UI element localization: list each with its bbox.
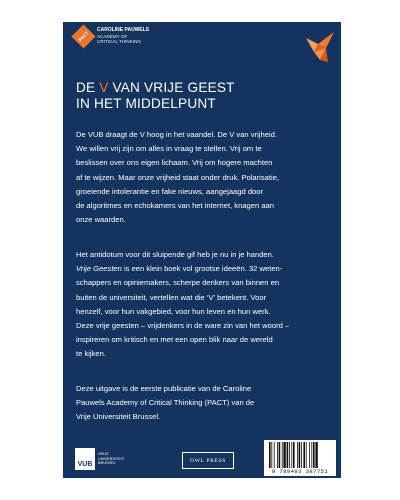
barcode-bar: [271, 442, 272, 468]
pact-line-3: CRITICAL THINKING: [97, 39, 141, 45]
text-line: buiten de universiteit, vertellen wat die ‘V’ betekent. Voor: [76, 292, 267, 302]
vub-name-1: VRIJE: [98, 452, 109, 457]
barcode-bars: [269, 442, 331, 468]
barcode-bar: [311, 442, 312, 468]
barcode-bar: [293, 442, 295, 468]
barcode-bar: [315, 442, 317, 468]
paragraph-antidote: [76, 248, 338, 362]
barcode-bar: [299, 442, 301, 468]
isbn-digits: 9 789493 387751: [271, 468, 329, 475]
barcode-bar: [313, 442, 315, 468]
barcode-bar: [297, 442, 298, 468]
headline-line-1: [76, 80, 235, 95]
text-line: schappers en opiniemakers, scherpe denkers van binnen en: [76, 278, 280, 288]
isbn-barcode: [264, 440, 336, 476]
text-line: is een klein boek vol grootse ideeën. 32 weten-: [121, 264, 283, 274]
vub-name-2: UNIVERSITEIT: [98, 456, 125, 461]
headline: [76, 80, 235, 112]
pact-badge-text: PACT: [77, 30, 90, 43]
barcode-bar: [289, 442, 290, 468]
text-line: Deze uitgave is de eerste publicatie van de Caroline: [76, 384, 252, 393]
vub-name-3: BRUSSEL: [98, 461, 116, 466]
headline-prefix: DE: [76, 80, 100, 95]
barcode-bar: [306, 442, 307, 468]
paragraph-publication: [76, 382, 338, 425]
text-line: Vrije Universiteit Brussel.: [76, 412, 161, 422]
pact-line-2: ACADEMY OF: [97, 33, 128, 39]
text-line: af te wijzen. Maar onze vrijheid staat onder druk. Polarisatie,: [76, 172, 280, 182]
text-line: Deze vrije geesten – vrijdenkers in de ware zin van het woord –: [76, 321, 290, 331]
pact-logo-text: [97, 28, 149, 44]
text-line: Pauwels Academy of Critical Thinking (PACT) van de: [76, 398, 255, 408]
text-line: De VUB draagt de V hoog in het vaandel. De V van vrijheid.: [76, 130, 277, 139]
barcode-bar: [283, 442, 285, 468]
book-back-cover: [63, 22, 341, 478]
text-line: henzelf, voor hun vakgebied, voor hun leven en hun werk.: [76, 306, 271, 316]
headline-line-2: IN HET MIDDELPUNT: [76, 96, 216, 111]
text-line: te kijken.: [76, 349, 106, 359]
vub-name: [98, 452, 124, 465]
text-line: onze waarden.: [76, 215, 126, 225]
text-line: de algoritmes en echokamers van het internet, knagen aan: [76, 201, 274, 211]
barcode-bar: [269, 442, 271, 468]
owl-press-logo: [182, 452, 234, 469]
publisher-name: OWL PRESS: [190, 457, 226, 464]
barcode-bar: [279, 442, 281, 468]
vub-mark: [75, 448, 95, 470]
text-line: Het antidotum voor dit sluipende gif heb je nu in je handen.: [76, 250, 274, 259]
barcode-bar: [303, 442, 305, 468]
text-line: We willen vrij zijn om alles in vraag te stellen. Vrij om te: [76, 144, 262, 154]
barcode-bar: [282, 442, 283, 468]
origami-bird-icon: [304, 30, 336, 64]
text-line: groeiende intolerantie en fake nieuws, aangejaagd door: [76, 186, 264, 196]
text-line: inspireren om kritisch en met een open blik naar de wereld: [76, 335, 273, 345]
headline-suffix: VAN VRIJE GEEST: [108, 80, 235, 95]
barcode-bar: [301, 442, 302, 468]
pact-logo: [75, 28, 149, 45]
barcode-bar: [309, 442, 310, 468]
paragraph-intro: [76, 128, 338, 227]
book-title-italic: Vrije Geesten: [76, 264, 122, 274]
pact-badge: [71, 24, 95, 48]
vub-logo: [75, 448, 124, 470]
barcode-bar: [277, 442, 278, 468]
barcode-bar: [291, 442, 292, 468]
pact-line-1: CAROLINE PAUWELS: [97, 27, 150, 34]
text-line: beslissen over ons eigen lichaam. Vrij om hogere machten: [76, 158, 273, 168]
barcode-bar: [287, 442, 289, 468]
vub-mark-text: VUB: [77, 461, 93, 468]
headline-accent-v: V: [99, 80, 109, 95]
barcode-bar: [274, 442, 275, 468]
